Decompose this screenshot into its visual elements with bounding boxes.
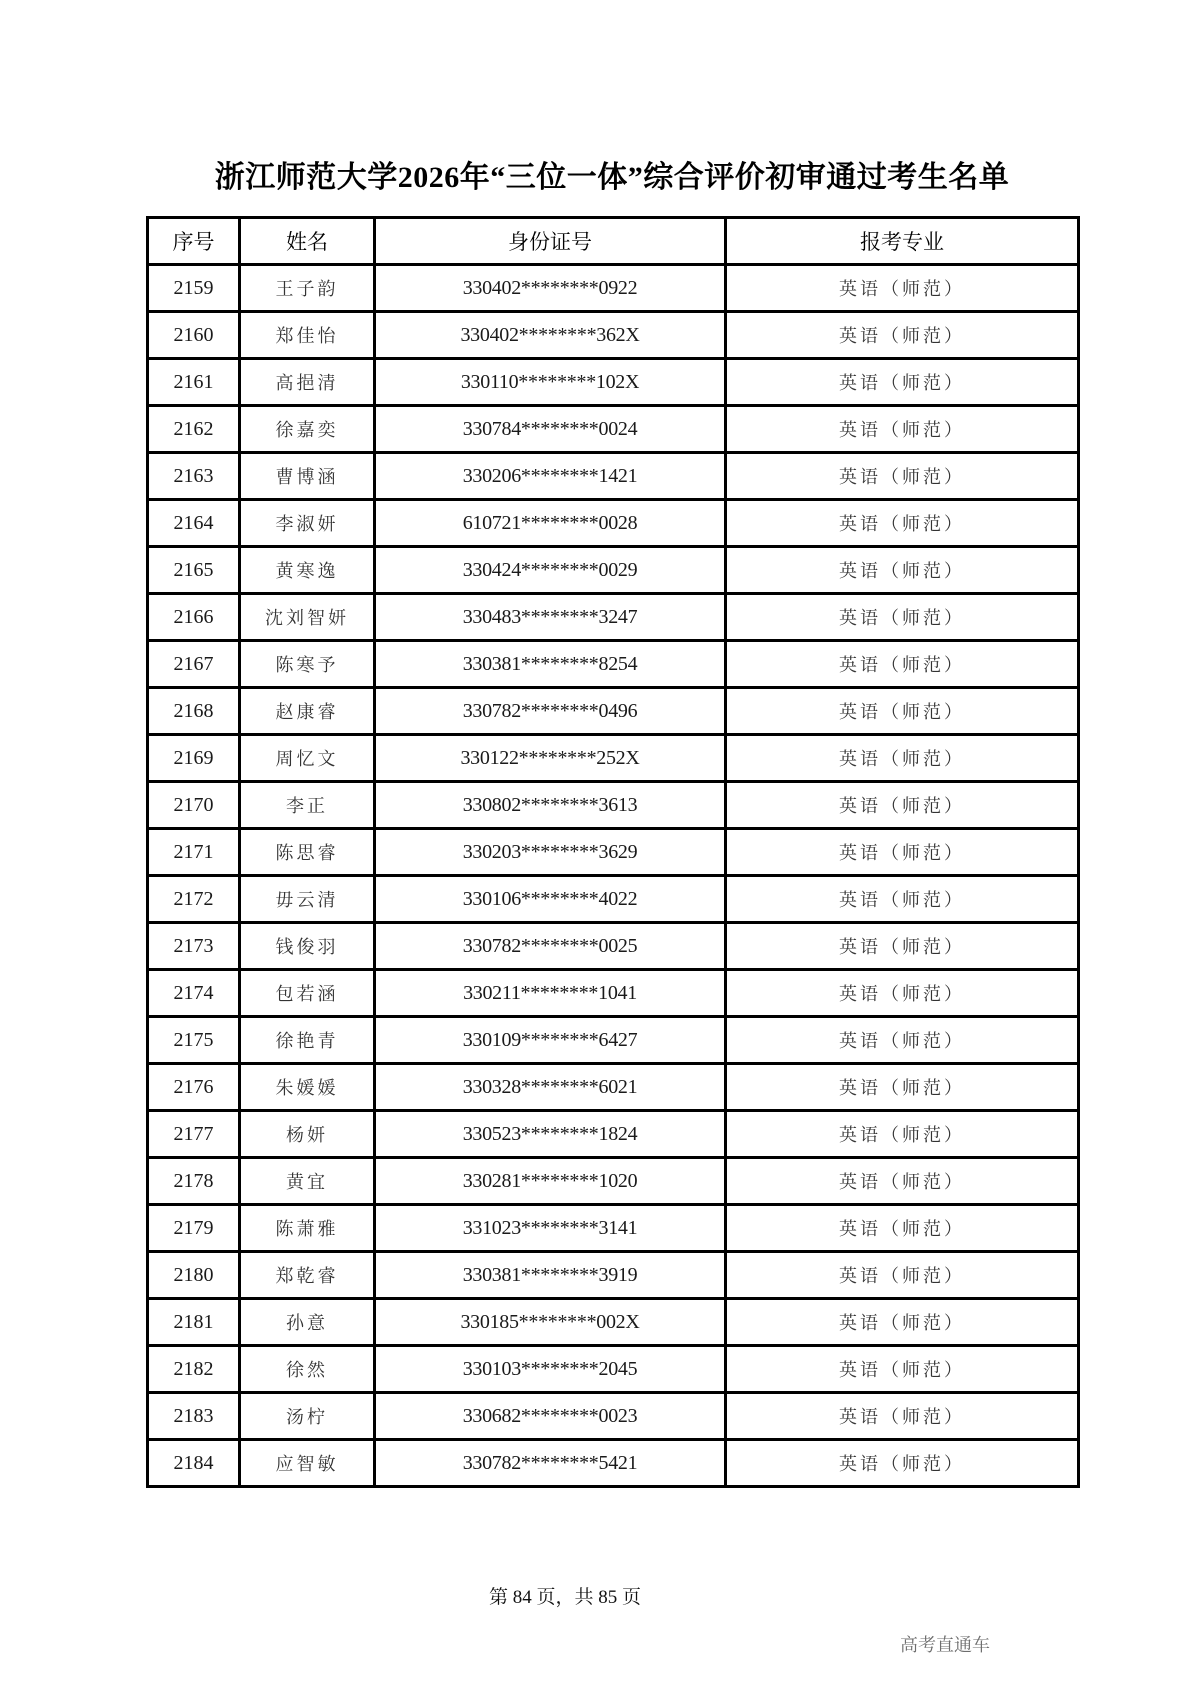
watermark-text: 高考直通车 (900, 1635, 990, 1656)
table-row (148, 1158, 1079, 1205)
cell-id-number: 330203********3629 (375, 829, 726, 876)
cell-seq: 2175 (148, 1017, 240, 1064)
cell-seq: 2167 (148, 641, 240, 688)
table-row (148, 547, 1079, 594)
cell-seq: 2164 (148, 500, 240, 547)
cell-id-number: 610721********0028 (375, 500, 726, 547)
cell-major: 英语（师范） (726, 1205, 1079, 1252)
cell-major: 英语（师范） (726, 688, 1079, 735)
cell-major: 英语（师范） (726, 923, 1079, 970)
cell-name: 郑乾睿 (240, 1252, 375, 1299)
cell-name: 黄寒逸 (240, 547, 375, 594)
cell-name: 李淑妍 (240, 500, 375, 547)
cell-id-number: 330402********0922 (375, 265, 726, 312)
table-row (148, 641, 1079, 688)
cell-name: 李正 (240, 782, 375, 829)
table-row (148, 829, 1079, 876)
table-row (148, 265, 1079, 312)
cell-id-number: 330103********2045 (375, 1346, 726, 1393)
cell-name: 钱俊羽 (240, 923, 375, 970)
cell-major: 英语（师范） (726, 265, 1079, 312)
table-row (148, 688, 1079, 735)
table-row (148, 876, 1079, 923)
cell-id-number: 330782********5421 (375, 1440, 726, 1487)
cell-seq: 2180 (148, 1252, 240, 1299)
table-row (148, 1111, 1079, 1158)
table-row (148, 1299, 1079, 1346)
cell-seq: 2165 (148, 547, 240, 594)
cell-seq: 2174 (148, 970, 240, 1017)
cell-id-number: 330185********002X (375, 1299, 726, 1346)
table-row (148, 594, 1079, 641)
cell-name: 毋云清 (240, 876, 375, 923)
table-row (148, 500, 1079, 547)
cell-id-number: 330483********3247 (375, 594, 726, 641)
table-row (148, 735, 1079, 782)
cell-name: 郑佳怡 (240, 312, 375, 359)
cell-name: 包若涵 (240, 970, 375, 1017)
cell-name: 陈思睿 (240, 829, 375, 876)
cell-name: 陈寒予 (240, 641, 375, 688)
cell-seq: 2176 (148, 1064, 240, 1111)
cell-seq: 2161 (148, 359, 240, 406)
cell-id-number: 330110********102X (375, 359, 726, 406)
cell-major: 英语（师范） (726, 594, 1079, 641)
cell-major: 英语（师范） (726, 1440, 1079, 1487)
cell-major: 英语（师范） (726, 453, 1079, 500)
cell-id-number: 330206********1421 (375, 453, 726, 500)
cell-seq: 2162 (148, 406, 240, 453)
cell-name: 黄宜 (240, 1158, 375, 1205)
cell-id-number: 330122********252X (375, 735, 726, 782)
cell-id-number: 330523********1824 (375, 1111, 726, 1158)
cell-name: 曹博涵 (240, 453, 375, 500)
table-row (148, 1064, 1079, 1111)
cell-seq: 2163 (148, 453, 240, 500)
cell-seq: 2181 (148, 1299, 240, 1346)
table-row (148, 453, 1079, 500)
cell-seq: 2171 (148, 829, 240, 876)
cell-seq: 2173 (148, 923, 240, 970)
cell-name: 周忆文 (240, 735, 375, 782)
cell-id-number: 330109********6427 (375, 1017, 726, 1064)
table-row (148, 359, 1079, 406)
cell-id-number: 330782********0025 (375, 923, 726, 970)
cell-id-number: 330682********0023 (375, 1393, 726, 1440)
cell-seq: 2169 (148, 735, 240, 782)
cell-seq: 2159 (148, 265, 240, 312)
cell-name: 沈刘智妍 (240, 594, 375, 641)
cell-id-number: 330802********3613 (375, 782, 726, 829)
cell-major: 英语（师范） (726, 406, 1079, 453)
cell-seq: 2172 (148, 876, 240, 923)
cell-name: 汤柠 (240, 1393, 375, 1440)
cell-major: 英语（师范） (726, 1393, 1079, 1440)
cell-name: 王子韵 (240, 265, 375, 312)
table-body (148, 265, 1079, 1487)
header-seq: 序号 (148, 218, 240, 265)
cell-id-number: 330381********8254 (375, 641, 726, 688)
table-row (148, 312, 1079, 359)
cell-id-number: 330381********3919 (375, 1252, 726, 1299)
cell-id-number: 330782********0496 (375, 688, 726, 735)
cell-major: 英语（师范） (726, 547, 1079, 594)
cell-major: 英语（师范） (726, 876, 1079, 923)
cell-major: 英语（师范） (726, 1111, 1079, 1158)
cell-major: 英语（师范） (726, 1299, 1079, 1346)
cell-name: 徐艳青 (240, 1017, 375, 1064)
cell-name: 杨妍 (240, 1111, 375, 1158)
table-row (148, 1393, 1079, 1440)
header-major: 报考专业 (726, 218, 1079, 265)
table-row (148, 1440, 1079, 1487)
table-row (148, 970, 1079, 1017)
cell-major: 英语（师范） (726, 1346, 1079, 1393)
cell-major: 英语（师范） (726, 1252, 1079, 1299)
candidate-roster-table (146, 216, 1080, 1488)
cell-name: 高挹清 (240, 359, 375, 406)
cell-id-number: 330211********1041 (375, 970, 726, 1017)
table-row (148, 1252, 1079, 1299)
table-row (148, 406, 1079, 453)
table-row (148, 1346, 1079, 1393)
cell-seq: 2166 (148, 594, 240, 641)
cell-id-number: 330281********1020 (375, 1158, 726, 1205)
cell-seq: 2182 (148, 1346, 240, 1393)
cell-major: 英语（师范） (726, 641, 1079, 688)
cell-id-number: 331023********3141 (375, 1205, 726, 1252)
cell-seq: 2178 (148, 1158, 240, 1205)
cell-major: 英语（师范） (726, 782, 1079, 829)
table-row (148, 923, 1079, 970)
table-row (148, 1017, 1079, 1064)
cell-major: 英语（师范） (726, 1064, 1079, 1111)
cell-id-number: 330328********6021 (375, 1064, 726, 1111)
table-header-row (148, 218, 1079, 265)
cell-name: 朱媛媛 (240, 1064, 375, 1111)
cell-seq: 2179 (148, 1205, 240, 1252)
cell-major: 英语（师范） (726, 359, 1079, 406)
cell-seq: 2160 (148, 312, 240, 359)
cell-major: 英语（师范） (726, 829, 1079, 876)
header-name: 姓名 (240, 218, 375, 265)
cell-name: 赵康睿 (240, 688, 375, 735)
cell-id-number: 330424********0029 (375, 547, 726, 594)
cell-name: 徐嘉奕 (240, 406, 375, 453)
cell-name: 应智敏 (240, 1440, 375, 1487)
cell-seq: 2168 (148, 688, 240, 735)
cell-id-number: 330784********0024 (375, 406, 726, 453)
cell-major: 英语（师范） (726, 735, 1079, 782)
table-row (148, 782, 1079, 829)
cell-seq: 2184 (148, 1440, 240, 1487)
cell-seq: 2177 (148, 1111, 240, 1158)
cell-major: 英语（师范） (726, 312, 1079, 359)
cell-name: 陈萧雅 (240, 1205, 375, 1252)
cell-id-number: 330106********4022 (375, 876, 726, 923)
cell-id-number: 330402********362X (375, 312, 726, 359)
cell-major: 英语（师范） (726, 1158, 1079, 1205)
cell-major: 英语（师范） (726, 1017, 1079, 1064)
cell-name: 徐然 (240, 1346, 375, 1393)
cell-major: 英语（师范） (726, 500, 1079, 547)
page-number: 第 84 页，共 85 页 (488, 1587, 641, 1608)
table-row (148, 1205, 1079, 1252)
page-title: 浙江师范大学2026年“三位一体”综合评价初审通过考生名单 (214, 161, 1010, 194)
header-id-number: 身份证号 (375, 218, 726, 265)
cell-seq: 2183 (148, 1393, 240, 1440)
cell-major: 英语（师范） (726, 970, 1079, 1017)
cell-seq: 2170 (148, 782, 240, 829)
cell-name: 孙意 (240, 1299, 375, 1346)
